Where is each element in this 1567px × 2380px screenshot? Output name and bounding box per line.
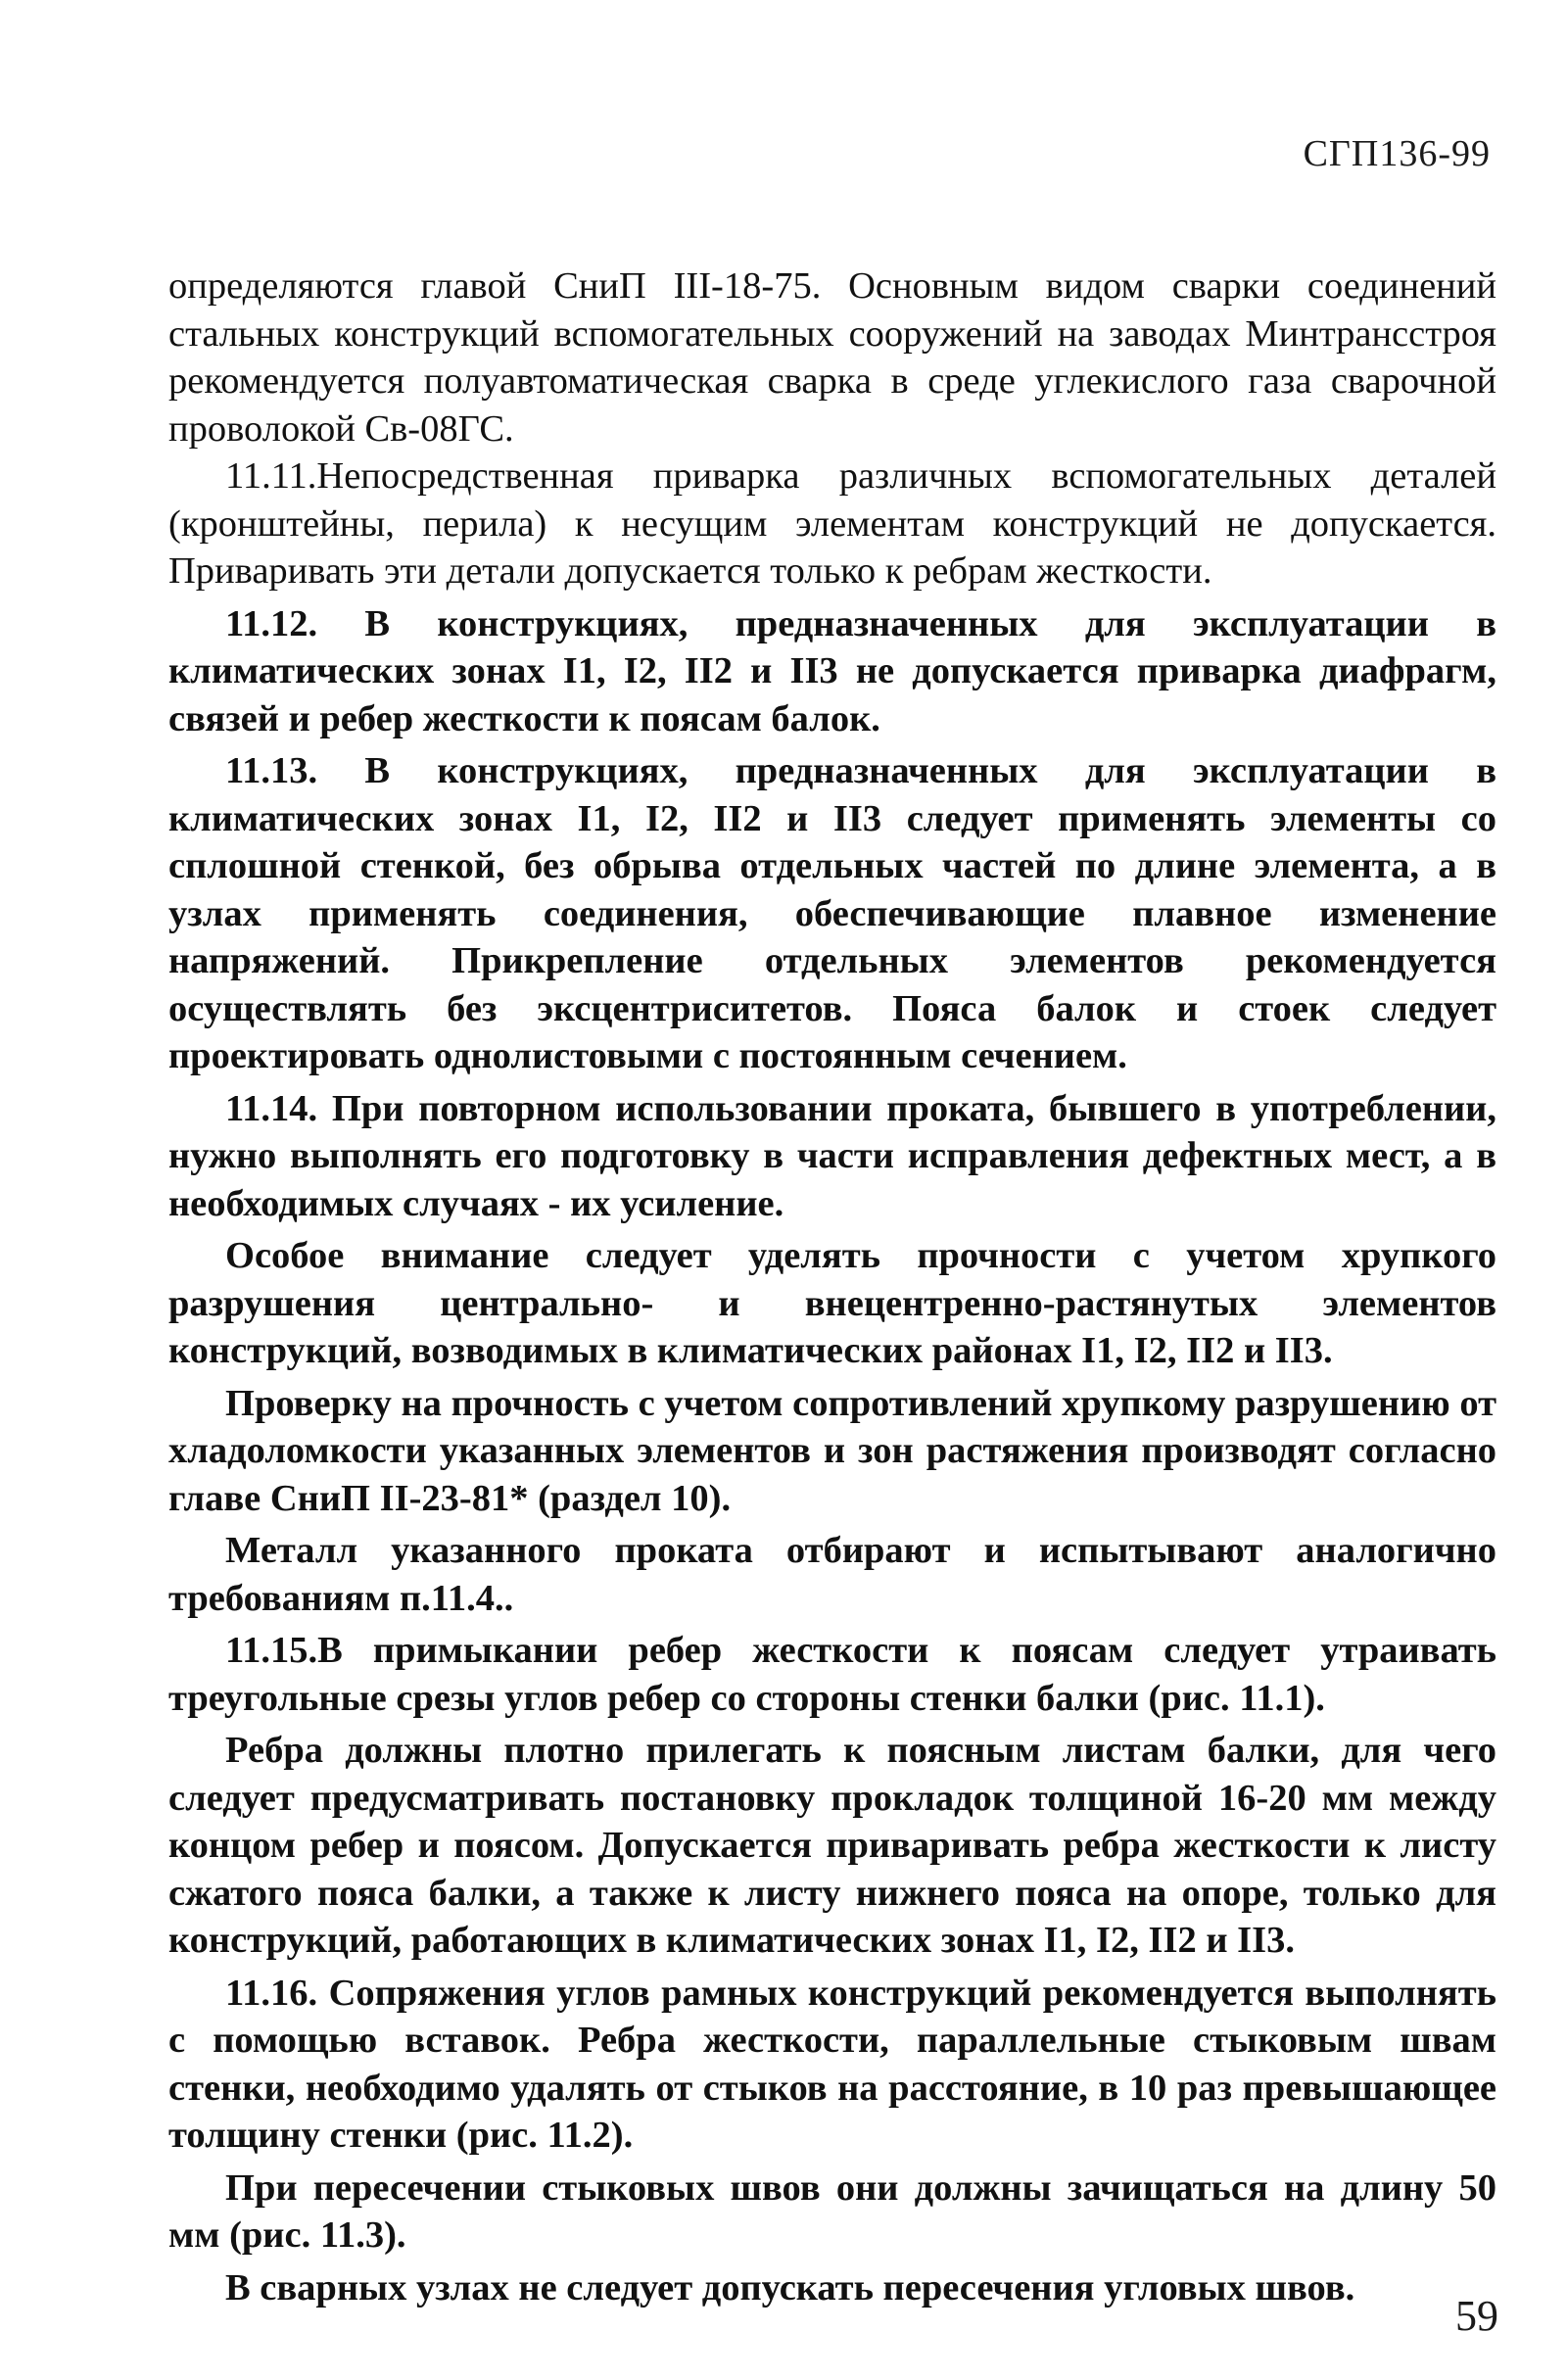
paragraph-butt-welds: При пересечении стыковых швов они должны зачищаться на длину 50 мм (рис. 11.3).: [168, 2166, 1496, 2256]
paragraph-ribs-fit: Ребра должны плотно прилегать к поясным листам балки, для чего следует предусматривать постановку прокладок толщиной 16-20 мм между концом ребер и поясом. Допускается приваривать ребра жесткости к листу сжатого пояса балки, а также к листу нижнего пояса на опоре, только для конструкций, работающих в климатических зонах I1, I2, II2 и II3.: [168, 1730, 1496, 1961]
paragraph-11-12: 11.12. В конструкциях, предназначенных для эксплуатации в климатических зонах I1, I2, II2 и II3 не допускается приварка диафрагм, связей и ребер жесткости к поясам балок.: [168, 602, 1496, 739]
paragraph-11-11: 11.11.Непосредственная приварка различных вспомогательных деталей (кронштейны, перила) к несущим элементам конструкций не допускается. Приваривать эти детали допускается только к ребрам жесткости.: [168, 455, 1496, 592]
paragraph-11-14: 11.14. При повторном использовании проката, бывшего в употреблении, нужно выполнять его подготовку в части исправления дефектных мест, а в необходимых случаях - их усиление.: [168, 1087, 1496, 1224]
paragraph-fillet-welds: В сварных узлах не следует допускать пересечения угловых швов.: [225, 2266, 1355, 2309]
document-body: [168, 262, 1496, 2311]
paragraph-strength-check: Проверку на прочность с учетом сопротивлений хрупкому разрушению от хладоломкости указанных элементов и зон растяжения производят согласно главе СниП II-23-81* (раздел 10).: [168, 1382, 1496, 1519]
paragraph-11-16: 11.16. Сопряжения углов рамных конструкций рекомендуется выполнять с помощью вставок. Ребра жесткости, параллельные стыковым швам стенки, необходимо удалять от стыков на расстояние, в 10 раз превышающее толщину стенки (рис. 11.2).: [168, 1972, 1496, 2156]
paragraph-brittle-fracture: Особое внимание следует уделять прочности с учетом хрупкого разрушения центрально- и внецентренно-растянутых элементов конструкций, возводимых в климатических районах I1, I2, II2 и II3.: [168, 1235, 1496, 1371]
paragraph-weld-method: определяются главой СниП III-18-75. Основным видом сварки соединений стальных конструкций вспомогательных сооружений на заводах Минтрансстроя рекомендуется полуавтоматическая сварка в среде углекислого газа сварочной проволокой Св-08ГС.: [168, 265, 1496, 450]
paragraph-11-15: 11.15.В примыкании ребер жесткости к поясам следует утраивать треугольные срезы углов ребер со стороны стенки балки (рис. 11.1).: [168, 1630, 1496, 1719]
paragraph-11-13: 11.13. В конструкциях, предназначенных для эксплуатации в климатических зонах I1, I2, II2 и II3 следует применять элементы со сплошной стенкой, без обрыва отдельных частей по длине элемента, а в узлах применять соединения, обеспечивающие плавное изменение напряжений. Прикрепление отдельных элементов рекомендуется осуществлять без эксцентриситетов. Пояса балок и стоек следует проектировать однолистовыми с постоянным сечением.: [168, 750, 1496, 1076]
paragraph-metal-testing: Металл указанного проката отбирают и испытывают аналогично требованиям п.11.4..: [168, 1530, 1496, 1619]
page-number: 59: [1455, 2292, 1498, 2340]
document-code: СГП136-99: [1303, 133, 1491, 174]
